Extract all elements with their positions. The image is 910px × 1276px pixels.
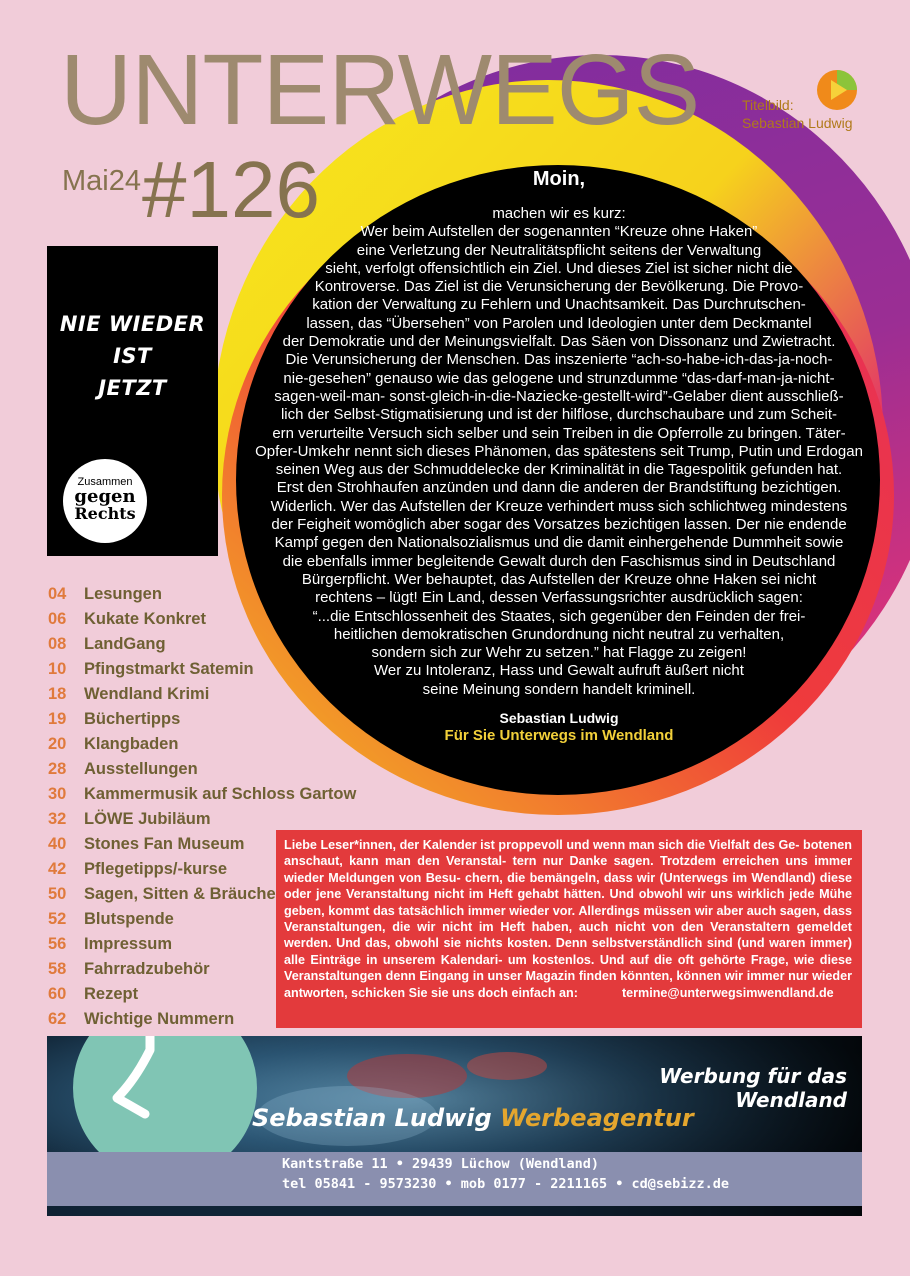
notice-text-block xyxy=(276,830,862,1001)
cover-credit-name: Sebastian Ludwig xyxy=(742,115,853,131)
toc-label: Stones Fan Museum xyxy=(84,835,245,853)
editorial-signature-line2: Für Sie Unterwegs im Wendland xyxy=(444,727,674,745)
toc-page-number: 56 xyxy=(48,935,67,953)
toc-page-number: 32 xyxy=(48,810,67,828)
toc-page-number: 20 xyxy=(48,735,67,753)
issue-number: #126 xyxy=(142,145,320,234)
badge-text-line2: gegen xyxy=(74,486,136,507)
toc-label: Wendland Krimi xyxy=(84,685,210,703)
toc-item[interactable] xyxy=(48,632,356,657)
agency-advertisement xyxy=(47,1036,862,1216)
badge-text-line1: Zusammen xyxy=(77,476,133,488)
cover-credit-label: Titelbild: xyxy=(742,97,794,113)
toc-page-number: 40 xyxy=(48,835,67,853)
reader-notice-box xyxy=(276,830,862,1028)
toc-label: Ausstellungen xyxy=(84,760,198,778)
toc-label: Impressum xyxy=(84,935,173,953)
toc-item[interactable] xyxy=(48,657,356,682)
toc-label: Büchertipps xyxy=(84,710,181,728)
toc-page-number: 10 xyxy=(48,660,67,678)
toc-page-number: 04 xyxy=(48,585,67,603)
poster-slogan: NIE WIEDER IST JETZT xyxy=(59,312,206,400)
toc-page-number: 62 xyxy=(48,1010,67,1028)
toc-label: Pfingstmarkt Satemin xyxy=(84,660,254,678)
toc-page-number: 19 xyxy=(48,710,67,728)
toc-item[interactable] xyxy=(48,607,356,632)
toc-page-number: 08 xyxy=(48,635,67,653)
ad-address: Kantstraße 11 • 29439 Lüchow (Wendland) xyxy=(282,1156,599,1172)
editorial-heading: Moin, xyxy=(532,168,586,190)
toc-item[interactable] xyxy=(48,682,356,707)
toc-label: LÖWE Jubiläum xyxy=(84,810,211,828)
magazine-title: UNTERWEGS xyxy=(60,34,700,146)
toc-page-number: 30 xyxy=(48,785,67,803)
editorial-body: machen wir es kurz: Wer beim Aufstellen der sogenannten “Kreuze ohne Haken” eine Verletzung der Neutralitätspflicht seitens der Verwaltung sieht, verfolgt offensichtlich ein Ziel. Und dieses Ziel ist sicher nicht die Kontroverse. Das Ziel ist die Verunsicherung der Bevölkerung. Die Provo- kation der Verwaltung zu Fehlern und Unachtsamkeit. Das Durchrutschen- lassen, das “Übersehen” von Parolen und Ideologien unter dem Deckmantel der Demokratie und der Meinungsvielfalt. Das Säen von Dissonanz und Zwietracht. Die Verunsicherung der Menschen. Das inszenierte “ach-so-habe-ich-das-ja-noch- nie-gesehen” genauso wie das gelogene und strunzdumme “das-darf-man-ja-nicht- sagen-weil-man- sonst-gleich-in-die-Naziecke-gestellt-wird”-Gelaber dient ausschließ- lich der Selbst-Stigmatisierung und ist der hilflose, durchschaubare und zum Scheit- ern verurteilte Versuch sich selber und sein Treiben in die Opferrolle zu bringen. Täter- Opfer-Umkehr nennt sich dieses Phänomen, das spätestens seit Trump, Putin und Erdogan seinen Weg aus der Schmuddelecke der Kriminalität in die Tagespolitik gefunden hat. Erst den Strohhaufen anzünden und dann die anderen der Brandstiftung bezichtigen. Widerlich. Wer das Aufstellen der Kreuze verhindert muss sich schlichtweg mindestens der Feigheit womöglich aber sogar des Vorsatzes bezichtigen lassen. Der nie endende Kampf gegen den Nationalsozialismus und die damit einhergehende Dummheit sowie die ebenfalls immer begleitende Gewalt durch den Faschismus sind in Deutschland Bürgerpflicht. Wer behauptet, das Aufstellen der Kreuze ohne Haken sei nicht rechtens – lügt! Ein Land, dessen Verfassungsrichter ausdrücklich sagen: “...die Entschlossenheit des Staates, sich gegenüber den Feinden der frei- heitlichen demokratischen Grundordnung nicht neutral zu verhalten, sondern sich zur Wehr zu setzen.” hat Flagge zu zeigen! Wer zu Intoleranz, Hass und Gewalt aufruft äußert nicht seine Meinung sondern handelt kriminell. xyxy=(255,205,863,698)
ad-contact: tel 05841 - 9573230 • mob 0177 - 2211165 • cd@sebizz.de xyxy=(282,1176,730,1192)
campaign-poster xyxy=(47,246,218,556)
toc-label: Rezept xyxy=(84,985,139,1003)
notice-text: Liebe Leser*innen, der Kalender ist proppevoll und wenn man sich die Vielfalt des Ge- botenen anschaut, kann man den Veranstal- tern nur Danke sagen. Trotzdem erreichen uns immer wieder Meldungen von Besu- chern, die bemängeln, dass wir (Unterwegs im Wendland) diese oder jene Veranstaltung nicht im Heft gehabt hätten. Und obwohl wir uns wirklich jede Mühe geben, kommt das tatsächlich immer wieder vor. Allerdings müssen wir aber auch sagen, dass Veranstaltungen, die wir nicht im Heft haben, auch nicht von den Veranstaltern gemeldet werden. Und das, obwohl sie nichts kosten. Denn selbstverständlich sind (und waren immer) alle Einträge in unserem Kalendari- um kostenlos. Und auf die oft gehörte Frage, wie diese Veranstaltungen denn Eingang in unser Magazin finden könnten, können wir immer nur wieder antworten, schicken Sie sie uns doch einfach an: xyxy=(284,838,852,1000)
toc-label: Lesungen xyxy=(84,585,162,603)
toc-page-number: 60 xyxy=(48,985,67,1003)
toc-item[interactable] xyxy=(48,782,356,807)
toc-page-number: 52 xyxy=(48,910,67,928)
toc-label: Wichtige Nummern xyxy=(84,1010,235,1028)
toc-label: Kammermusik auf Schloss Gartow xyxy=(84,785,357,803)
ad-company-name-main: Sebastian Ludwig xyxy=(252,1104,492,1132)
badge-text-line3: Rechts xyxy=(74,504,136,523)
toc-page-number: 18 xyxy=(48,685,67,703)
toc-page-number: 50 xyxy=(48,885,67,903)
toc-label: Blutspende xyxy=(84,910,174,928)
toc-page-number: 06 xyxy=(48,610,67,628)
ad-contact-bar xyxy=(47,1152,862,1206)
toc-page-number: 28 xyxy=(48,760,67,778)
toc-item[interactable] xyxy=(48,582,356,607)
badge-circle xyxy=(63,459,147,543)
toc-label: Sagen, Sitten & Bräuche xyxy=(84,885,276,903)
ad-company-name xyxy=(252,1104,694,1132)
toc-item[interactable] xyxy=(48,807,356,832)
editorial-signature: Sebastian Ludwig xyxy=(499,710,619,727)
ad-company-suffix: Werbeagentur xyxy=(500,1104,694,1132)
notice-email-link[interactable]: termine@unterwegsimwendland.de xyxy=(621,985,834,1000)
toc-page-number: 58 xyxy=(48,960,67,978)
toc-label: Kukate Konkret xyxy=(84,610,206,628)
toc-item[interactable] xyxy=(48,757,356,782)
toc-label: LandGang xyxy=(84,635,166,653)
issue-month: Mai24 xyxy=(62,165,141,197)
toc-page-number: 42 xyxy=(48,860,67,878)
toc-label: Fahrradzubehör xyxy=(84,960,210,978)
ad-tagline: Werbung für das Wendland xyxy=(659,1064,847,1112)
toc-label: Klangbaden xyxy=(84,735,179,753)
toc-item[interactable] xyxy=(48,707,356,732)
toc-item[interactable] xyxy=(48,732,356,757)
cover-credit xyxy=(742,96,892,132)
toc-label: Pflegetipps/-kurse xyxy=(84,860,228,878)
